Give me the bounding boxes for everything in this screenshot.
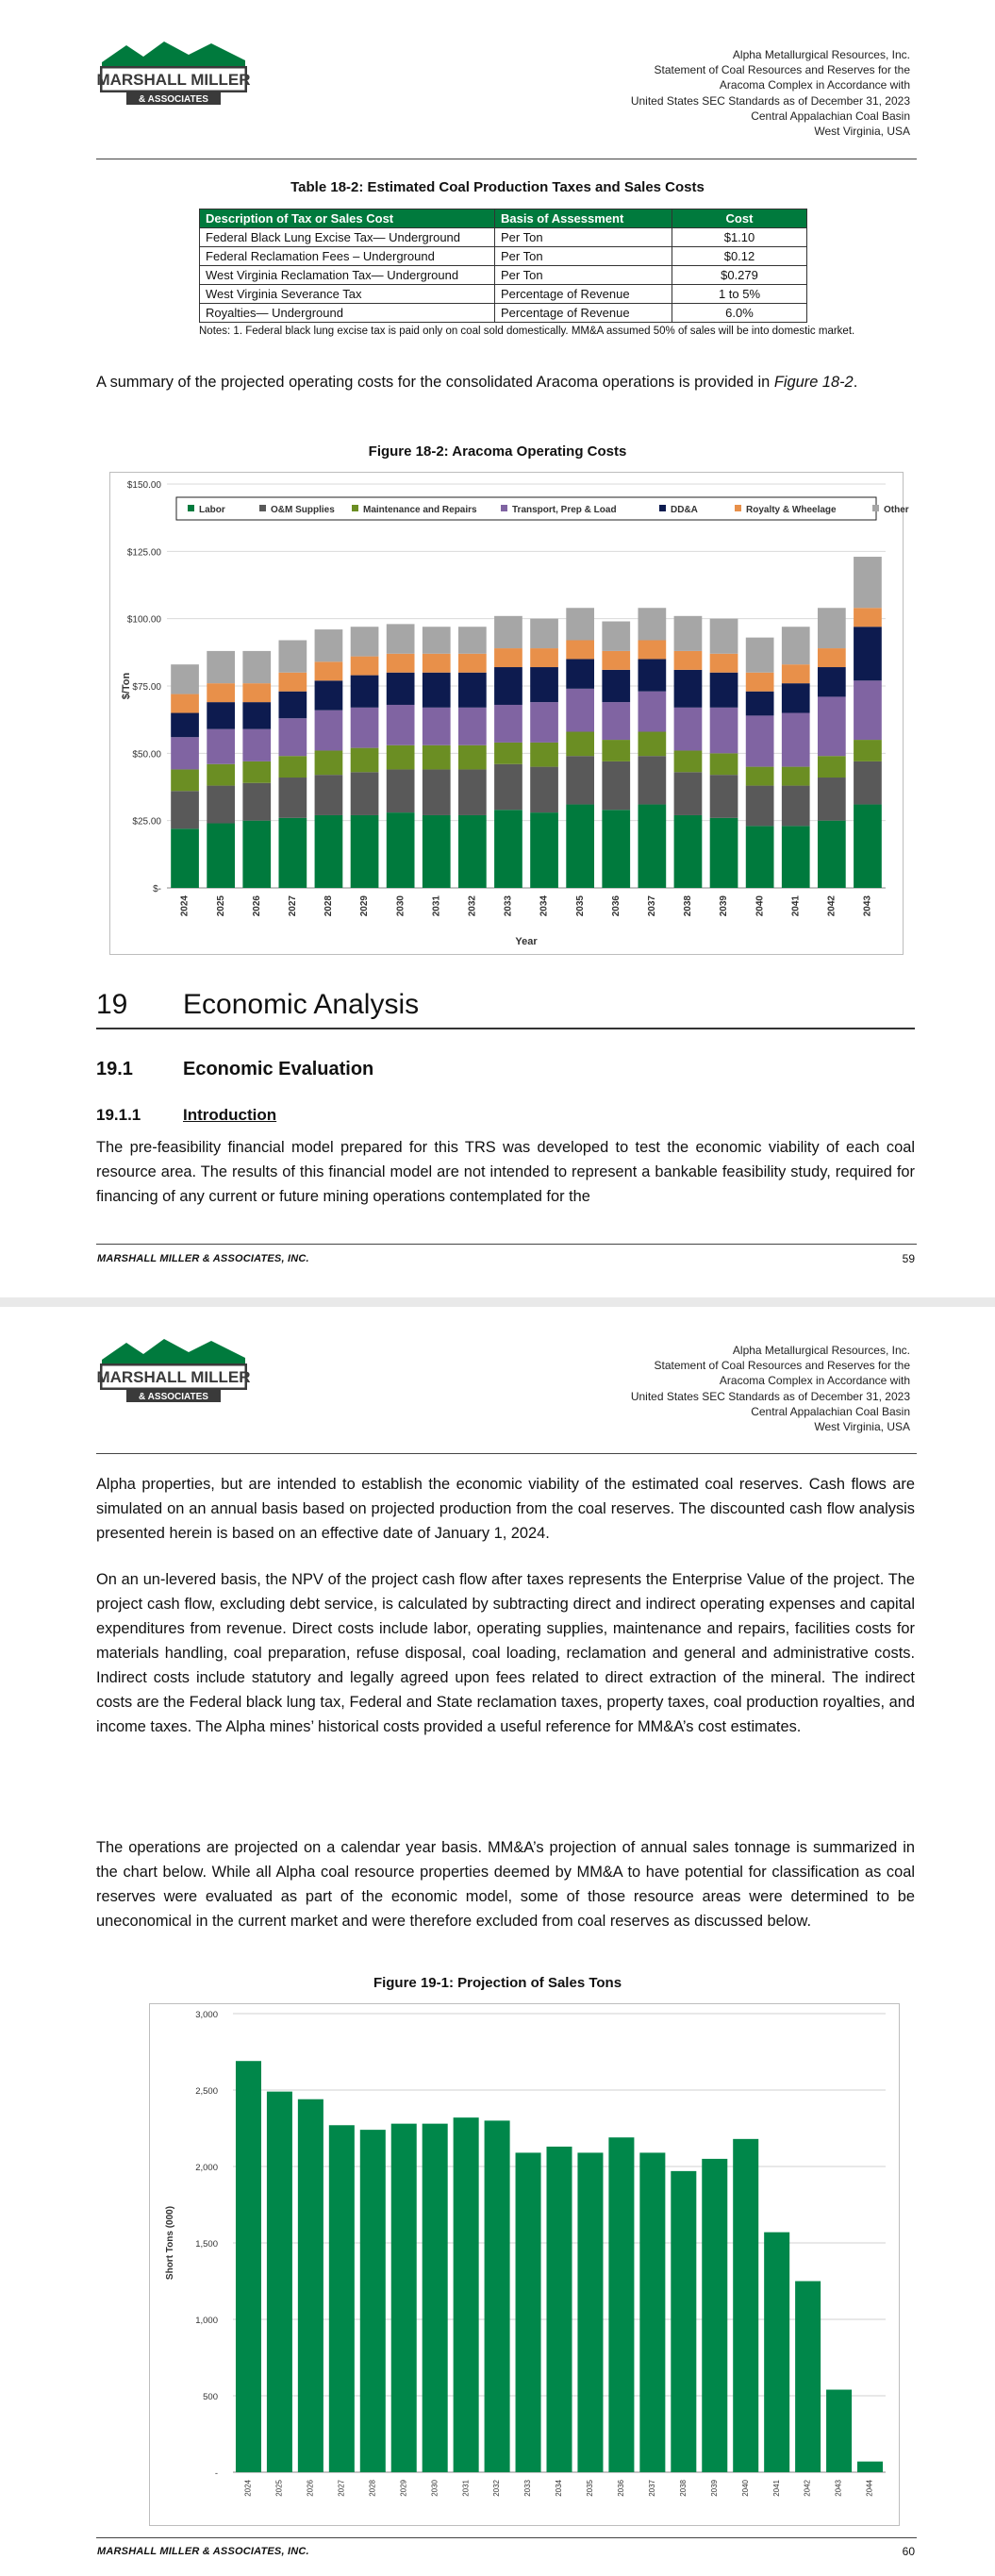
x-tick-label: 2037 bbox=[646, 895, 657, 917]
x-tick-label: 2040 bbox=[755, 895, 766, 917]
x-tick-label: 2033 bbox=[523, 2480, 533, 2497]
x-tick-label: 2026 bbox=[306, 2480, 315, 2497]
bar-segment-transport-prep-load bbox=[602, 702, 630, 740]
x-tick-label: 2028 bbox=[323, 895, 335, 917]
bar-segment-labor bbox=[854, 805, 882, 888]
bar-segment-dd-a bbox=[351, 676, 379, 708]
bar-segment-labor bbox=[602, 810, 630, 888]
bar-segment-transport-prep-load bbox=[674, 708, 703, 751]
bar bbox=[329, 2125, 355, 2472]
bar-segment-transport-prep-load bbox=[242, 729, 271, 761]
table-row bbox=[200, 304, 807, 323]
table-notes: Notes: 1. Federal black lung excise tax is paid only on coal sold domestically. MM&A assumed 50% of sales will be into domestic market. bbox=[199, 326, 855, 337]
bar-segment-maintenance-and-repairs bbox=[746, 767, 774, 786]
x-tick-label: 2040 bbox=[740, 2480, 750, 2497]
bar-segment-maintenance-and-repairs bbox=[602, 740, 630, 761]
bar-segment-labor bbox=[674, 815, 703, 888]
bar bbox=[516, 2152, 541, 2472]
bar-segment-o-m-supplies bbox=[638, 756, 666, 804]
y-tick-label: 1,000 bbox=[195, 2316, 218, 2326]
bar-segment-dd-a bbox=[746, 692, 774, 716]
page-number: 60 bbox=[902, 2545, 915, 2558]
figure-18-2-caption: Figure 18-2: Aracoma Operating Costs bbox=[368, 443, 627, 460]
logo-name: MARSHALL MILLER bbox=[96, 71, 251, 89]
legend-swatch bbox=[872, 505, 879, 511]
cell: Per Ton bbox=[495, 228, 672, 247]
bar bbox=[360, 2130, 386, 2472]
bar-segment-transport-prep-load bbox=[458, 708, 487, 745]
bar-segment-o-m-supplies bbox=[746, 786, 774, 827]
sales-tons-chart-frame bbox=[149, 2003, 900, 2526]
x-tick-label: 2027 bbox=[287, 895, 298, 917]
y-tick-label: $50.00 bbox=[132, 749, 161, 761]
bar-segment-royalty-wheelage bbox=[278, 673, 307, 692]
bar-segment-o-m-supplies bbox=[242, 783, 271, 821]
bar-segment-o-m-supplies bbox=[854, 761, 882, 805]
bar-segment-maintenance-and-repairs bbox=[818, 756, 846, 778]
table-row bbox=[200, 285, 807, 304]
bar-segment-o-m-supplies bbox=[602, 761, 630, 810]
bar-segment-dd-a bbox=[458, 673, 487, 708]
bar bbox=[826, 2390, 852, 2472]
bar-segment-maintenance-and-repairs bbox=[242, 761, 271, 783]
bar-segment-other bbox=[782, 627, 810, 664]
bar-segment-royalty-wheelage bbox=[171, 694, 199, 713]
bar-segment-maintenance-and-repairs bbox=[638, 732, 666, 757]
bar-segment-other bbox=[423, 627, 451, 654]
bar-segment-labor bbox=[638, 805, 666, 888]
bar bbox=[298, 2099, 323, 2472]
bar-segment-labor bbox=[351, 815, 379, 888]
bar-segment-royalty-wheelage bbox=[818, 648, 846, 667]
bar-segment-maintenance-and-repairs bbox=[207, 764, 235, 786]
bar-segment-dd-a bbox=[602, 670, 630, 702]
bar-segment-dd-a bbox=[638, 659, 666, 691]
col-basis: Basis of Assessment bbox=[495, 209, 672, 228]
y-tick-label: $100.00 bbox=[126, 614, 161, 626]
bar-segment-labor bbox=[278, 818, 307, 888]
bar-segment-dd-a bbox=[171, 713, 199, 738]
cell: Federal Reclamation Fees – Underground bbox=[200, 247, 495, 266]
bar-segment-dd-a bbox=[278, 692, 307, 719]
bar-segment-royalty-wheelage bbox=[782, 664, 810, 683]
cell: Federal Black Lung Excise Tax— Underground bbox=[200, 228, 495, 247]
bar-segment-dd-a bbox=[530, 667, 558, 702]
bar-segment-transport-prep-load bbox=[278, 718, 307, 756]
bar-segment-dd-a bbox=[854, 627, 882, 680]
bar-segment-other bbox=[674, 616, 703, 651]
table-row bbox=[200, 228, 807, 247]
bar-segment-labor bbox=[566, 805, 594, 888]
bar-segment-o-m-supplies bbox=[782, 786, 810, 827]
bar-segment-labor bbox=[710, 818, 738, 888]
x-tick-label: 2036 bbox=[617, 2480, 626, 2497]
bar bbox=[236, 2061, 261, 2472]
bar-segment-o-m-supplies bbox=[710, 775, 738, 818]
bar-segment-o-m-supplies bbox=[387, 769, 415, 812]
x-tick-label: 2042 bbox=[803, 2480, 812, 2497]
intro-paragraph: The pre-feasibility financial model prepared for this TRS was developed to test the economic viability of each coal resource area. The results of this financial model are not intended to represent a bankable feasibility study, required for financing of any current or future mining operations contemplated for the bbox=[96, 1139, 915, 1205]
y-tick-label: 1,500 bbox=[195, 2239, 218, 2250]
cell: West Virginia Severance Tax bbox=[200, 285, 495, 304]
legend-label: Other bbox=[884, 505, 909, 515]
x-tick-label: 2038 bbox=[678, 2480, 688, 2497]
bar-segment-dd-a bbox=[207, 702, 235, 729]
legend-swatch bbox=[659, 505, 666, 511]
bar-segment-maintenance-and-repairs bbox=[278, 756, 307, 778]
x-tick-label: 2036 bbox=[610, 895, 622, 917]
bar-segment-dd-a bbox=[818, 667, 846, 696]
x-axis-title: Year bbox=[515, 936, 538, 947]
col-cost: Cost bbox=[672, 209, 807, 228]
cell: West Virginia Reclamation Tax— Underground bbox=[200, 266, 495, 285]
x-tick-label: 2032 bbox=[492, 2480, 502, 2497]
bar-segment-dd-a bbox=[566, 659, 594, 688]
bar-segment-other bbox=[494, 616, 522, 648]
npv-paragraph: On an un-levered basis, the NPV of the project cash flow after taxes represents the Enterprise Value of the project. The project cash flow, excluding debt service, is calculated by subtracting direct and indirect operating expenses and capital expenditures from revenue. Direct costs include labor, operating supplies, maintenance and repairs, facilities costs for materials handling, coal preparation, refuse disposal, coal loading, reclamation and general and administrative costs. Indirect costs include statutory and legally agreed upon fees related to direct extraction of the mineral. The indirect costs are the Federal black lung tax, Federal and State reclamation taxes, property taxes, coal production royalties, and income taxes. The Alpha mines’ historical costs provided a useful reference for MM&A’s cost estimates. bbox=[96, 1571, 915, 1735]
x-tick-label: 2037 bbox=[647, 2480, 656, 2497]
bar-segment-royalty-wheelage bbox=[566, 640, 594, 659]
bar bbox=[423, 2124, 448, 2472]
bar-segment-other bbox=[710, 619, 738, 654]
x-tick-label: 2024 bbox=[179, 895, 191, 917]
bar-segment-transport-prep-load bbox=[854, 680, 882, 740]
company-logo bbox=[98, 1335, 249, 1407]
bar-segment-royalty-wheelage bbox=[387, 654, 415, 673]
footer-company: MARSHALL MILLER & ASSOCIATES, INC. bbox=[97, 1253, 309, 1264]
bar-segment-dd-a bbox=[387, 673, 415, 705]
bar bbox=[577, 2152, 603, 2472]
bar-segment-other bbox=[242, 651, 271, 683]
section-19-heading: 19 Economic Analysis bbox=[96, 986, 915, 1029]
x-tick-label: 2033 bbox=[503, 895, 514, 917]
x-tick-label: 2029 bbox=[399, 2480, 408, 2497]
bar-segment-transport-prep-load bbox=[710, 708, 738, 754]
bar-segment-other bbox=[530, 619, 558, 648]
page-header: Alpha Metallurgical Resources, Inc. Statement of Coal Resources and Reserves for the Aracoma Complex in Accordance with United States SEC Standards as of December 31, 2023 Central Appalachian Coal Basin West Virginia, USA bbox=[630, 1344, 910, 1434]
bar-segment-o-m-supplies bbox=[423, 769, 451, 815]
cell: Percentage of Revenue bbox=[495, 285, 672, 304]
bar-segment-o-m-supplies bbox=[207, 786, 235, 824]
bar-segment-labor bbox=[458, 815, 487, 888]
y-tick-label: $75.00 bbox=[132, 682, 161, 693]
bar-segment-other bbox=[602, 622, 630, 651]
footer-company: MARSHALL MILLER & ASSOCIATES, INC. bbox=[97, 2546, 309, 2557]
x-tick-label: 2025 bbox=[215, 895, 226, 917]
bar-segment-transport-prep-load bbox=[782, 713, 810, 767]
table-row bbox=[200, 247, 807, 266]
y-tick-label: 2,500 bbox=[195, 2086, 218, 2097]
y-tick-label: 3,000 bbox=[195, 2010, 218, 2020]
x-tick-label: 2030 bbox=[395, 895, 406, 917]
bar-segment-labor bbox=[494, 810, 522, 888]
bar-segment-labor bbox=[387, 812, 415, 888]
table-caption: Table 18-2: Estimated Coal Production Taxes and Sales Costs bbox=[290, 179, 705, 195]
col-description: Description of Tax or Sales Cost bbox=[200, 209, 495, 228]
bar-segment-o-m-supplies bbox=[530, 767, 558, 813]
bar-segment-other bbox=[387, 624, 415, 653]
bar-segment-maintenance-and-repairs bbox=[710, 753, 738, 775]
bar-segment-other bbox=[351, 627, 379, 656]
x-tick-label: 2031 bbox=[431, 895, 442, 917]
x-tick-label: 2034 bbox=[539, 895, 550, 917]
bar-segment-transport-prep-load bbox=[387, 705, 415, 745]
bar-segment-transport-prep-load bbox=[423, 708, 451, 745]
bar-segment-transport-prep-load bbox=[315, 711, 343, 751]
bar-segment-labor bbox=[207, 824, 235, 888]
section-19-1-1-heading: 19.1.1 Introduction bbox=[96, 1106, 277, 1124]
x-tick-label: 2026 bbox=[251, 895, 262, 917]
x-tick-label: 2043 bbox=[862, 895, 873, 917]
legend-label: Labor bbox=[199, 505, 225, 515]
bar-segment-labor bbox=[242, 821, 271, 888]
bar-segment-maintenance-and-repairs bbox=[423, 745, 451, 770]
bar bbox=[639, 2152, 665, 2472]
bar-segment-dd-a bbox=[494, 667, 522, 705]
x-tick-label: 2027 bbox=[337, 2480, 346, 2497]
bar-segment-royalty-wheelage bbox=[530, 648, 558, 667]
x-tick-label: 2044 bbox=[865, 2480, 874, 2497]
bar-segment-dd-a bbox=[782, 683, 810, 712]
operating-costs-chart bbox=[110, 473, 909, 954]
bar-segment-maintenance-and-repairs bbox=[458, 745, 487, 770]
table-row bbox=[200, 266, 807, 285]
bar bbox=[454, 2117, 479, 2472]
cell: 6.0% bbox=[672, 304, 807, 323]
x-tick-label: 2024 bbox=[243, 2480, 253, 2497]
bar-segment-o-m-supplies bbox=[818, 778, 846, 821]
bar-segment-transport-prep-load bbox=[530, 702, 558, 743]
bar-segment-maintenance-and-repairs bbox=[494, 743, 522, 764]
bar-segment-royalty-wheelage bbox=[674, 651, 703, 670]
y-tick-label: - bbox=[214, 2468, 218, 2479]
bar-segment-o-m-supplies bbox=[566, 756, 594, 804]
y-tick-label: 500 bbox=[203, 2392, 218, 2402]
bar-segment-other bbox=[171, 664, 199, 694]
cell: 1 to 5% bbox=[672, 285, 807, 304]
y-tick-label: $- bbox=[153, 884, 161, 895]
legend-swatch bbox=[501, 505, 507, 511]
legend-label: DD&A bbox=[671, 505, 698, 515]
bar-segment-other bbox=[458, 627, 487, 654]
logo-sub: & ASSOCIATES bbox=[139, 1392, 208, 1402]
bar-segment-transport-prep-load bbox=[171, 737, 199, 769]
cell: $1.10 bbox=[672, 228, 807, 247]
bar-segment-other bbox=[315, 629, 343, 661]
y-axis-title: $/Ton bbox=[121, 672, 132, 700]
logo-name: MARSHALL MILLER bbox=[96, 1368, 251, 1386]
bar-segment-o-m-supplies bbox=[171, 791, 199, 828]
intro-continued-paragraph: Alpha properties, but are intended to establish the economic viability of the estimated coal reserves. Cash flows are simulated on an annual basis based on projected production from the coal reserves. The discounted cash flow analysis presented herein is based on an effective date of January 1, 2024. bbox=[96, 1476, 915, 1542]
page-number: 59 bbox=[902, 1252, 915, 1265]
bar-segment-labor bbox=[746, 826, 774, 888]
cell: Per Ton bbox=[495, 266, 672, 285]
bar-segment-labor bbox=[530, 812, 558, 888]
header-rule bbox=[96, 1453, 917, 1454]
bar-segment-dd-a bbox=[710, 673, 738, 708]
page-60 bbox=[0, 1307, 995, 2576]
footer-rule bbox=[96, 2537, 917, 2538]
bar-segment-royalty-wheelage bbox=[638, 640, 666, 659]
bar-segment-dd-a bbox=[315, 680, 343, 710]
legend-swatch bbox=[259, 505, 266, 511]
bar-segment-royalty-wheelage bbox=[710, 654, 738, 673]
bar-segment-o-m-supplies bbox=[494, 764, 522, 811]
bar-segment-transport-prep-load bbox=[818, 696, 846, 756]
cell: Percentage of Revenue bbox=[495, 304, 672, 323]
bar-segment-royalty-wheelage bbox=[494, 648, 522, 667]
logo-sub: & ASSOCIATES bbox=[139, 94, 208, 105]
bar-segment-maintenance-and-repairs bbox=[674, 750, 703, 772]
bar-segment-transport-prep-load bbox=[566, 689, 594, 732]
legend-label: Transport, Prep & Load bbox=[512, 505, 617, 515]
bar-segment-transport-prep-load bbox=[746, 715, 774, 766]
bar-segment-o-m-supplies bbox=[278, 778, 307, 818]
x-tick-label: 2030 bbox=[430, 2480, 439, 2497]
bar-segment-transport-prep-load bbox=[351, 708, 379, 748]
y-tick-label: 2,000 bbox=[195, 2163, 218, 2173]
bar-segment-maintenance-and-repairs bbox=[782, 767, 810, 786]
figure-ref: Figure 18-2 bbox=[773, 374, 854, 391]
bar-segment-dd-a bbox=[242, 702, 271, 729]
bar-segment-maintenance-and-repairs bbox=[171, 769, 199, 791]
legend-label: Royalty & Wheelage bbox=[746, 505, 837, 515]
bar-segment-other bbox=[566, 608, 594, 640]
bar-segment-o-m-supplies bbox=[351, 772, 379, 815]
bar-segment-maintenance-and-repairs bbox=[566, 732, 594, 757]
x-tick-label: 2034 bbox=[555, 2480, 564, 2497]
bar-segment-royalty-wheelage bbox=[854, 608, 882, 627]
x-tick-label: 2035 bbox=[574, 895, 586, 917]
bar-segment-maintenance-and-repairs bbox=[315, 750, 343, 775]
section-19-1-heading: 19.1 Economic Evaluation bbox=[96, 1059, 374, 1079]
bar-segment-dd-a bbox=[423, 673, 451, 708]
footer-rule bbox=[96, 1244, 917, 1245]
x-tick-label: 2041 bbox=[771, 2480, 781, 2497]
bar bbox=[485, 2120, 510, 2472]
bar-segment-labor bbox=[782, 826, 810, 888]
tax-table bbox=[199, 209, 807, 323]
bar-segment-royalty-wheelage bbox=[242, 683, 271, 702]
x-tick-label: 2041 bbox=[790, 895, 802, 917]
bar-segment-other bbox=[818, 608, 846, 648]
cell: $0.279 bbox=[672, 266, 807, 285]
y-axis-title: Short Tons (000) bbox=[165, 2205, 175, 2281]
bar-segment-royalty-wheelage bbox=[458, 654, 487, 673]
bar-segment-maintenance-and-repairs bbox=[387, 745, 415, 770]
table-header-row bbox=[200, 209, 807, 228]
x-tick-label: 2042 bbox=[826, 895, 837, 917]
x-tick-label: 2035 bbox=[586, 2480, 595, 2497]
bar bbox=[764, 2233, 789, 2472]
bar-segment-other bbox=[278, 640, 307, 672]
bar bbox=[795, 2282, 821, 2473]
cell: $0.12 bbox=[672, 247, 807, 266]
bar bbox=[857, 2462, 883, 2472]
operations-paragraph: The operations are projected on a calendar year basis. MM&A’s projection of annual sales tonnage is summarized in the chart below. While all Alpha coal resource properties deemed by MM&A to have potential for classification as coal reserves were evaluated as part of the economic model, some of those resource areas were determined to be uneconomical in the current market and were therefore excluded from coal reserves as discussed below. bbox=[96, 1839, 915, 1930]
sales-tons-chart bbox=[150, 2004, 899, 2525]
bar-segment-royalty-wheelage bbox=[207, 683, 235, 702]
bar-segment-other bbox=[638, 608, 666, 640]
y-tick-label: $25.00 bbox=[132, 816, 161, 828]
bar-segment-labor bbox=[171, 828, 199, 888]
legend-swatch bbox=[735, 505, 741, 511]
bar-segment-labor bbox=[315, 815, 343, 888]
bar-segment-labor bbox=[423, 815, 451, 888]
x-tick-label: 2038 bbox=[683, 895, 694, 917]
bar-segment-other bbox=[854, 557, 882, 608]
x-tick-label: 2043 bbox=[834, 2480, 843, 2497]
cell: Per Ton bbox=[495, 247, 672, 266]
legend-label: O&M Supplies bbox=[271, 505, 335, 515]
cell: Royalties— Underground bbox=[200, 304, 495, 323]
bar-segment-royalty-wheelage bbox=[315, 661, 343, 680]
x-tick-label: 2032 bbox=[467, 895, 478, 917]
bar-segment-maintenance-and-repairs bbox=[854, 740, 882, 761]
y-tick-label: $150.00 bbox=[126, 480, 161, 491]
legend-label: Maintenance and Repairs bbox=[363, 505, 477, 515]
x-tick-label: 2029 bbox=[359, 895, 371, 917]
summary-paragraph: A summary of the projected operating costs for the consolidated Aracoma operations is provided in Figure 18-2. bbox=[96, 374, 858, 391]
bar bbox=[608, 2137, 634, 2472]
legend-swatch bbox=[188, 505, 194, 511]
x-tick-label: 2039 bbox=[719, 895, 730, 917]
bar-segment-o-m-supplies bbox=[315, 775, 343, 815]
figure-19-1-caption: Figure 19-1: Projection of Sales Tons bbox=[373, 1975, 622, 1991]
bar bbox=[267, 2092, 292, 2472]
bar-segment-transport-prep-load bbox=[207, 729, 235, 764]
bar bbox=[671, 2171, 696, 2472]
bar bbox=[702, 2159, 727, 2472]
bar-segment-other bbox=[207, 651, 235, 683]
bar bbox=[733, 2139, 758, 2472]
operating-costs-chart-frame bbox=[109, 472, 909, 955]
bar-segment-royalty-wheelage bbox=[351, 657, 379, 676]
bar-segment-other bbox=[746, 638, 774, 673]
bar-segment-transport-prep-load bbox=[494, 705, 522, 743]
legend-swatch bbox=[352, 505, 358, 511]
bar-segment-o-m-supplies bbox=[458, 769, 487, 815]
bar-segment-labor bbox=[818, 821, 846, 888]
bar-segment-transport-prep-load bbox=[638, 692, 666, 732]
y-tick-label: $125.00 bbox=[126, 547, 161, 559]
x-tick-label: 2028 bbox=[368, 2480, 377, 2497]
x-tick-label: 2039 bbox=[709, 2480, 719, 2497]
bar-segment-royalty-wheelage bbox=[746, 673, 774, 692]
page-header: Alpha Metallurgical Resources, Inc. Statement of Coal Resources and Reserves for the Aracoma Complex in Accordance with United States SEC Standards as of December 31, 2023 Central Appalachian Coal Basin West Virginia, USA bbox=[630, 48, 910, 139]
bar-segment-maintenance-and-repairs bbox=[351, 748, 379, 773]
bar-segment-dd-a bbox=[674, 670, 703, 708]
bar bbox=[546, 2147, 572, 2472]
bar bbox=[391, 2124, 417, 2472]
bar-segment-royalty-wheelage bbox=[423, 654, 451, 673]
x-tick-label: 2031 bbox=[461, 2480, 471, 2497]
bar-segment-royalty-wheelage bbox=[602, 651, 630, 670]
x-tick-label: 2025 bbox=[274, 2480, 284, 2497]
bar-segment-maintenance-and-repairs bbox=[530, 743, 558, 767]
bar-segment-o-m-supplies bbox=[674, 772, 703, 815]
company-logo bbox=[98, 38, 249, 109]
